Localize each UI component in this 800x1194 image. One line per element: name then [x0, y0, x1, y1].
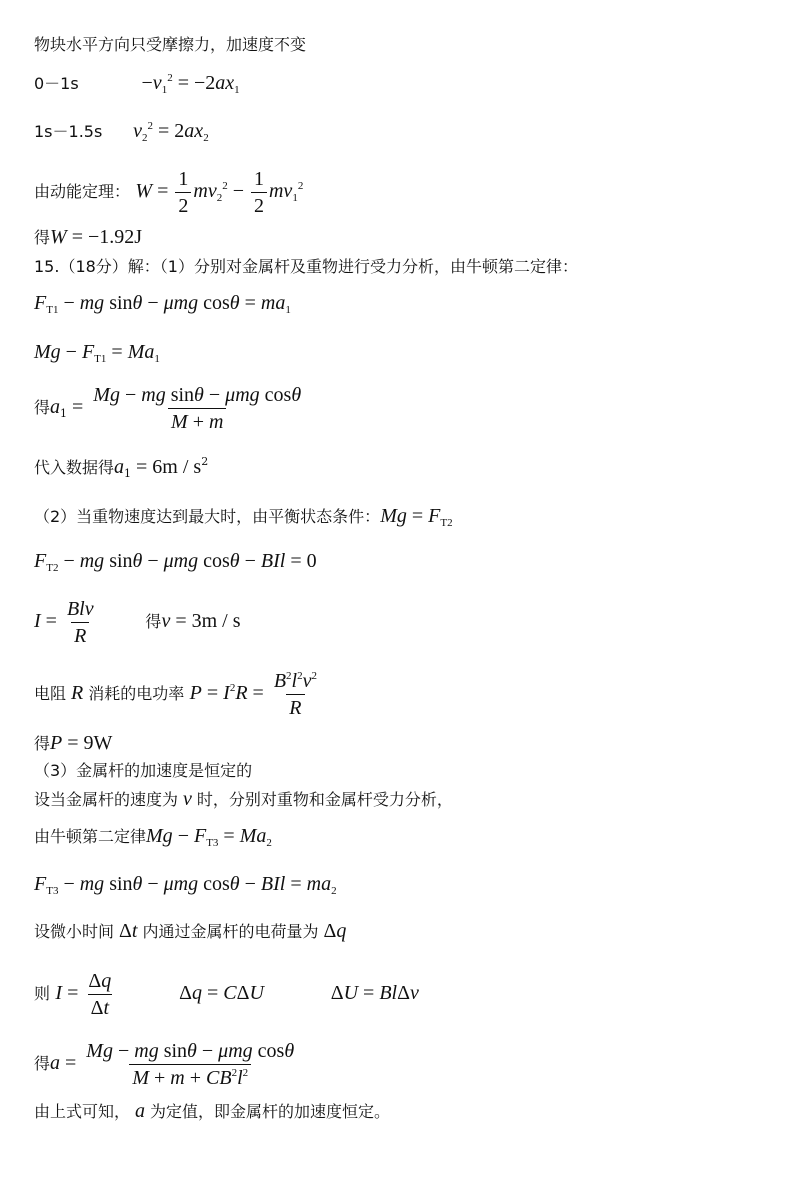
text: 内通过金属杆的电荷量为	[142, 922, 319, 941]
fraction: $\frac{\text{Blv}}{R}$	[66, 598, 94, 647]
result-value: −1.92J	[87, 226, 143, 248]
text: 消耗的电功率	[88, 684, 185, 703]
eq-newton-rod-1: $F_{T1}$ − mg sinθ − μmg $\cos\theta = ma_1$	[34, 292, 291, 316]
prefix-text: 得	[34, 228, 51, 247]
fraction: $\frac{\Delta q}{\Delta t}$	[88, 970, 112, 1019]
prefix-text: 代入数据得	[34, 458, 115, 477]
section-text: （2）当重物速度达到最大时，由平衡状态条件：	[34, 507, 381, 526]
prefix-text: 得	[34, 734, 51, 753]
time-label-1-1.5s: 1s－1.5s	[34, 122, 103, 141]
fraction: $\frac{1}{2}$	[175, 168, 191, 217]
result-P: 得P = 9W	[34, 732, 113, 754]
eq-current-charge: 则 I = $\frac{\Delta q}{\Delta t}$ Δq = CΔU ΔU = BlΔv	[34, 970, 419, 1019]
eq-0-1s	[34, 72, 240, 95]
formula: $-v_1^2 = -2ax_1$	[141, 72, 240, 96]
eq-a1-formula: 得$a_1$ = $\frac{\text{Mg − mg sinθ − μmg cosθ}}{M + m}$	[34, 384, 306, 433]
prefix-text: 得	[145, 612, 162, 631]
eq-newton-rod-3: $F_{T3}$ − mg sinθ − μmg cosθ − BIl = $ma_2$	[34, 873, 337, 897]
eq-current-velocity: I = $\frac{\text{Blv}}{R}$ 得v = 3m / s	[34, 598, 241, 647]
result-value: 9W	[83, 732, 113, 754]
text: 为定值，即金属杆的加速度恒定。	[150, 1102, 391, 1121]
text: 设微小时间	[34, 922, 115, 941]
eq-equilibrium-rod: $F_{T2}$ − mg sinθ − μmg cosθ − BIl = 0	[34, 550, 317, 574]
text: 设当金属杆的速度为	[34, 790, 179, 809]
result-value: 3m / s	[191, 610, 241, 632]
prefix-text: 得	[34, 1054, 51, 1073]
eq-newton-weight-1: $Mg - F_{T1} = Ma_1$	[34, 341, 160, 365]
eq-1-1.5s	[34, 120, 209, 143]
eq-kinetic-energy-theorem: 由动能定理： W = $\frac{1}{2}$ $mv_2^2$ − $\frac{1}{2}$ $mv_1^2$	[34, 168, 304, 217]
result-value: 6m / s	[152, 456, 202, 478]
part3-heading: （3）金属杆的加速度是恒定的	[34, 761, 253, 780]
fraction: $\frac{B^2l^2v^2}{R}$	[273, 670, 317, 719]
prefix-text: 由动能定理：	[34, 182, 131, 201]
q15-heading: 15.（18分）解：（1）分别对金属杆及重物进行受力分析，由牛顿第二定律：	[34, 257, 578, 276]
prefix-text: 则	[34, 984, 51, 1003]
eq-a-final: 得a = $\frac{\text{Mg − mg sinθ − μmg cosθ}}{M + m + CB^2l^2}$	[34, 1040, 299, 1089]
formula: $v_2^2 = 2ax_2$	[133, 120, 209, 144]
conclusion: 由上式可知， a 为定值，即金属杆的加速度恒定。	[34, 1100, 391, 1122]
eq-power: 电阻 R 消耗的电功率 $P = I^2R$ = $\frac{B^2l^2v^2}{R}$	[34, 670, 322, 719]
eq-newton-weight-3: 由牛顿第二定律$Mg - F_{T3} = Ma_2$	[34, 825, 272, 849]
text: 时，分别对重物和金属杆受力分析，	[196, 790, 453, 809]
result-a1: 代入数据得$a_1 = 6m / s^2$	[34, 455, 209, 480]
text-line-friction: 物块水平方向只受摩擦力，加速度不变	[34, 35, 307, 54]
text: 由牛顿第二定律	[34, 827, 147, 846]
fraction: $\frac{\text{Mg − mg sinθ − μmg cosθ}}{M + m + CB^2l^2}$	[86, 1040, 295, 1089]
prefix-text: 得	[34, 398, 51, 417]
text: 由上式可知，	[34, 1102, 131, 1121]
fraction: $\frac{1}{2}$	[251, 168, 267, 217]
equilibrium-condition: （2）当重物速度达到最大时，由平衡状态条件：$Mg = F_{T2}$	[34, 505, 453, 529]
time-label-0-1s: 0－1s	[34, 74, 79, 93]
charge-definition: 设微小时间 Δt 内通过金属杆的电荷量为 Δq	[34, 920, 347, 942]
text: 电阻	[34, 684, 67, 703]
part3-setup: 设当金属杆的速度为 v 时，分别对重物和金属杆受力分析，	[34, 788, 453, 810]
result-W: 得W = −1.92J	[34, 226, 143, 248]
fraction: $\frac{\text{Mg − mg sinθ − μmg cosθ}}{M + m}$	[93, 384, 302, 433]
